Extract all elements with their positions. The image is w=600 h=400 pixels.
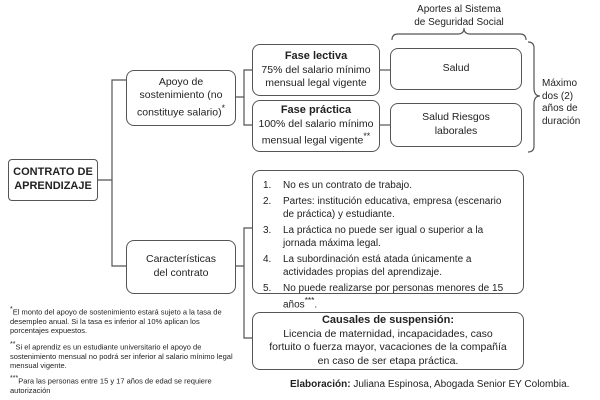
aportes-line-1: Aportes al Sistema	[417, 4, 501, 15]
list-item-text: Partes: institución educativa, empresa (escenario de práctica) y estudiante.	[283, 196, 502, 220]
list-item-5-footnote-mark: ***	[304, 295, 315, 305]
footnote	[10, 375, 240, 395]
list-item-number: 4.	[263, 254, 272, 265]
footnote-text: Si el aprendiz es un estudiante universitario el apoyo de sostenimiento mensual no podrá ser inferior al salario mínimo legal mensual vigente.	[10, 342, 233, 370]
list-item	[263, 179, 513, 192]
brace-duracion	[528, 42, 540, 152]
list-item	[263, 282, 513, 311]
fase-lectiva-line-1: 75% del salario mínimo	[261, 63, 371, 76]
salud-riesgos-line-1: Salud Riesgos	[422, 111, 490, 124]
causales-line-2: fortuito o fuerza mayor, vacaciones de la compañía	[269, 341, 507, 354]
connector-caracteristicas-causales	[244, 266, 252, 338]
list-item	[263, 195, 513, 221]
connector-root-apoyo	[98, 80, 126, 180]
list-item-number: 2.	[263, 196, 272, 207]
apoyo-line-1: Apoyo de	[158, 75, 204, 88]
caracteristicas-box	[126, 240, 236, 294]
aportes-label	[392, 4, 526, 29]
list-item	[263, 253, 513, 279]
salud-riesgos-box	[390, 103, 522, 147]
maximo-line-2: dos (2)	[542, 90, 574, 102]
salud-box	[390, 48, 522, 90]
list-item-number: 5.	[263, 283, 272, 294]
fase-lectiva-line-2: mensual legal vigente	[265, 77, 367, 90]
apoyo-sostenimiento-box	[126, 70, 236, 126]
credit-text: Juliana Espinosa, Abogada Senior EY Colombia.	[350, 379, 570, 390]
connector-caracteristicas-list	[236, 228, 252, 266]
maximo-duracion-label	[542, 78, 598, 128]
fase-lectiva-box	[252, 44, 380, 96]
aportes-line-2: de Seguridad Social	[414, 16, 504, 28]
list-item-text	[283, 282, 513, 311]
brace-aportes	[392, 28, 526, 40]
maximo-line-4: duración	[542, 115, 581, 127]
credit-label: Elaboración:	[290, 379, 351, 390]
salud-riesgos-line-2: laborales	[434, 125, 478, 137]
root-line-1: CONTRATO DE	[13, 166, 93, 179]
credit-line	[290, 379, 596, 390]
contrato-aprendizaje-box	[8, 159, 98, 201]
apoyo-line-2: sostenimiento (no	[139, 89, 223, 102]
footnote-text: El monto del apoyo de sostenimiento estará sujeto a la tasa de desempleo anual. Si la tasa es inferior al 10% aplican los porcentajes expuestos.	[10, 307, 222, 336]
footnote-mark: *	[10, 306, 13, 313]
footnote-text: Para las personas entre 15 y 17 años de edad se requiere autorización	[10, 376, 212, 396]
caracteristicas-list	[263, 179, 513, 311]
list-item-number: 3.	[263, 225, 272, 236]
maximo-line-1: Máximo	[542, 78, 578, 89]
salud-label: Salud	[442, 62, 470, 75]
list-item-5-text: No puede realizarse por personas menores de 15 años	[283, 283, 504, 311]
footnote	[10, 306, 240, 336]
fase-practica-line-2-text: mensual legal vigente	[261, 134, 364, 147]
footnotes	[10, 306, 240, 396]
connector-root-caracteristicas	[112, 180, 126, 266]
fase-practica-line-1: 100% del salario mínimo	[258, 117, 374, 130]
caracteristicas-line-1: Características	[145, 253, 217, 266]
causales-suspension-box	[252, 312, 524, 370]
caracteristicas-list-box	[252, 170, 524, 311]
root-line-2: APRENDIZAJE	[14, 180, 92, 192]
list-item-text: No es un contrato de trabajo.	[283, 180, 412, 191]
fase-lectiva-title: Fase lectiva	[284, 50, 348, 63]
footnote-mark: ***	[10, 375, 19, 383]
fase-practica-footnote-mark: **	[363, 131, 371, 142]
list-item-text: La práctica no puede ser igual o superior a la jornada máxima legal.	[283, 225, 484, 249]
list-item-text: La subordinación está atada únicamente a actividades propias del aprendizaje.	[283, 254, 472, 278]
footnote-mark: **	[10, 340, 16, 348]
footnote	[10, 341, 240, 371]
connector-apoyo-lectiva	[236, 70, 252, 97]
apoyo-line-3-text: constituye salario)	[136, 106, 222, 119]
causales-line-1: Licencia de maternidad, incapacidades, caso	[283, 327, 493, 340]
connector-apoyo-practica	[244, 97, 252, 125]
causales-title: Causales de suspensión:	[321, 314, 455, 327]
list-item-5-end: .	[314, 299, 318, 311]
apoyo-footnote-mark: *	[221, 103, 226, 114]
fase-practica-title: Fase práctica	[280, 104, 352, 117]
list-item-number: 1.	[263, 180, 272, 191]
caracteristicas-line-2: del contrato	[153, 267, 209, 279]
maximo-line-3: años de	[542, 103, 578, 114]
apoyo-line-3	[137, 103, 225, 120]
fase-practica-line-2	[262, 131, 370, 148]
causales-line-3: en caso de ser etapa práctica.	[317, 354, 459, 367]
list-item	[263, 224, 513, 250]
fase-practica-box	[252, 100, 380, 152]
